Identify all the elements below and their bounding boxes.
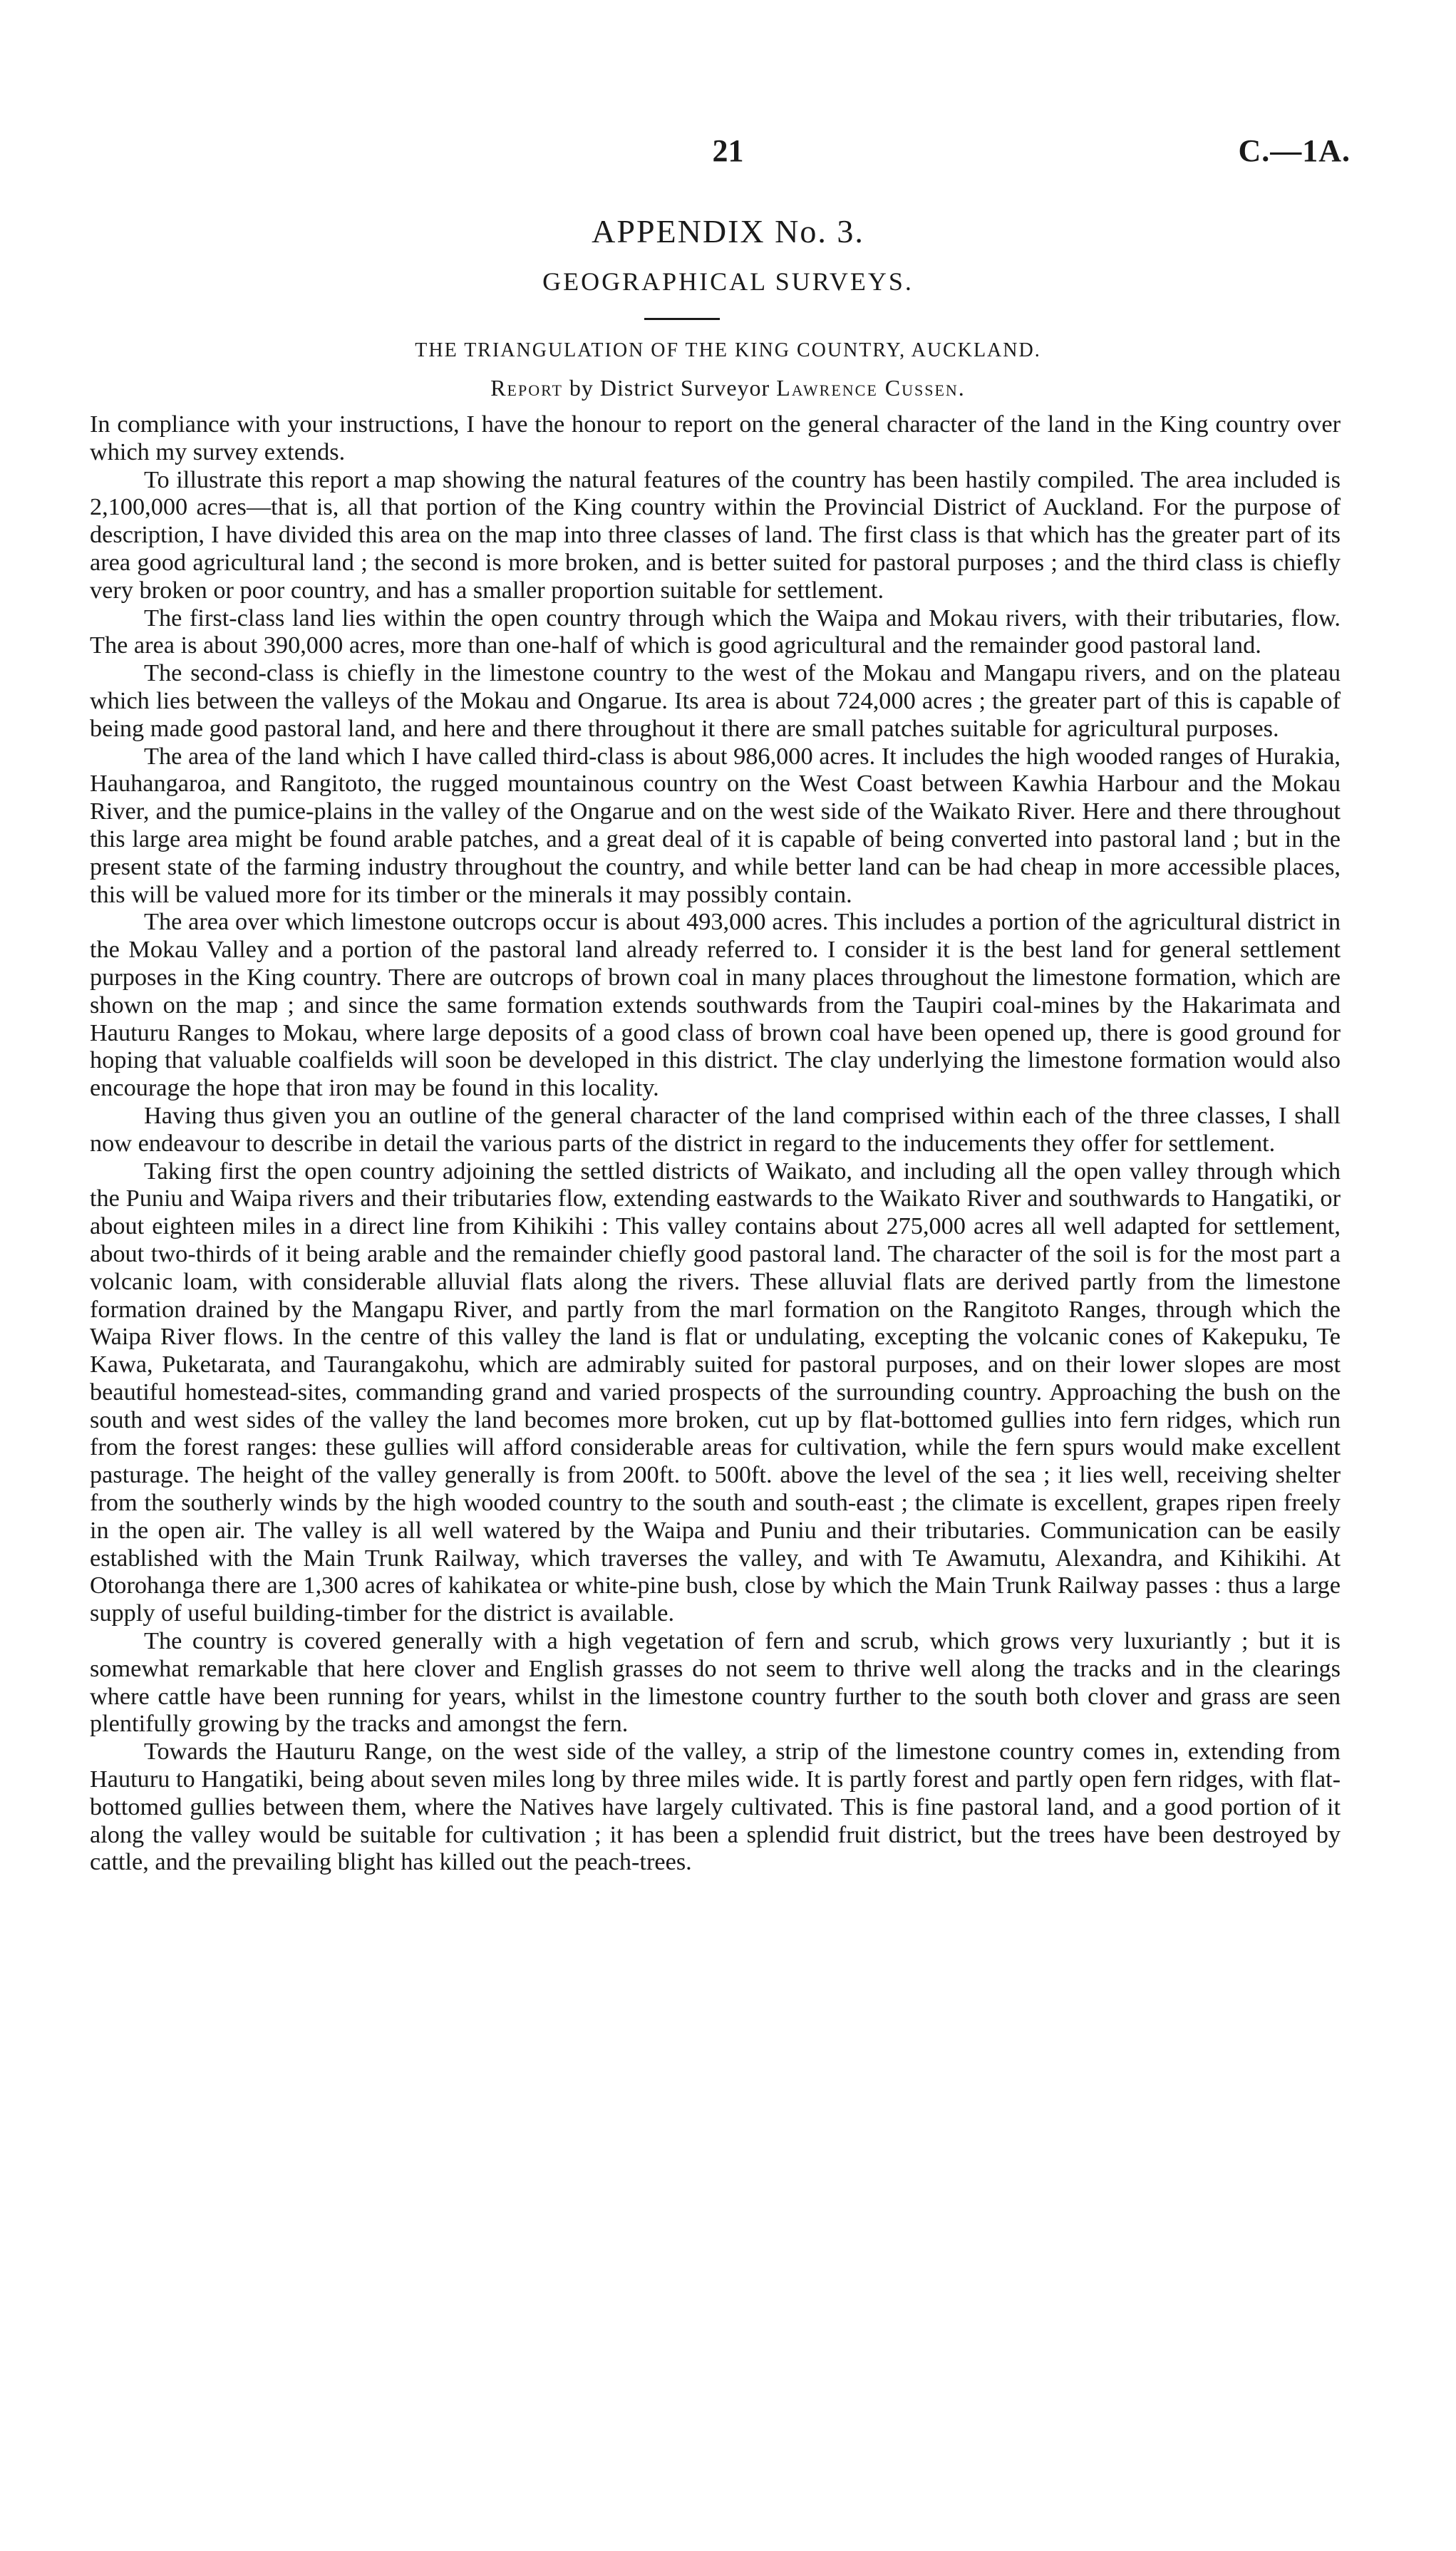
paragraph-2: To illustrate this report a map showing the natural features of the country has been hastily compiled. The area included is 2,100,000 acres—that is, all that portion of the King country within the Provincial District of Auckland. For the purpose of description, I have divided this area on the map into three classes of land. The first class is that which has the greater part of its area good agricultural land ; the second is more broken, and is better suited for pastoral purposes ; and the third class is chiefly very broken or poor country, and has a smaller proportion suitable for settlement. [90,465,1341,604]
report-byline [0,375,1456,401]
paragraph-5: The area of the land which I have called third-class is about 986,000 acres. It includes the high wooded ranges of Hurakia, Hauhangaroa, and Rangitoto, the rugged mountainous country on the West Coast between Kawhia Harbour and the Mokau River, and the pumice-plains in the valley of the Ongarue and on the west side of the Waikato River. Here and there throughout this large area might be found arable patches, and a great deal of it is capable of being converted into pastoral land ; but in the present state of the farming industry throughout the country, and while better land can be had cheap in more accessible places, this will be valued more for its timber or the minerals it may possibly contain. [90,742,1341,908]
section-title: GEOGRAPHICAL SURVEYS. [542,267,914,296]
paragraph-1: In compliance with your instructions, I have the honour to report on the general character of the land in the King country over which my survey extends. [90,411,1341,465]
report-subtitle: THE TRIANGULATION OF THE KING COUNTRY, AUCKLAND. [415,339,1041,361]
paragraph-6: The area over which limestone outcrops occur is about 493,000 acres. This includes a portion of the agricultural district in the Mokau Valley and a portion of the pastoral land already referred to. I consider it is the best land for general settlement purposes in the King country. There are outcrops of brown coal in many places throughout the limestone formation, which are shown on the map ; and since the same formation extends southwards from the Taupiri coal-mines by the Hakarimata and Hauturu Ranges to Mokau, where large deposits of a good class of brown coal have been opened up, there is good ground for hoping that valuable coalfields will soon be developed in this district. The clay underlying the limestone formation would also encourage the hope that iron may be found in this locality. [90,908,1341,1102]
paragraph-3: The first-class land lies within the open country through which the Waipa and Mokau rivers, with their tributaries, flow. The area is about 390,000 acres, more than one-half of which is good agricultural and the remainder good pastoral land. [90,604,1341,659]
paragraph-9: The country is covered generally with a high vegetation of fern and scrub, which grows very luxuriantly ; but it is somewhat remarkable that here clover and English grasses do not seem to thrive well along the tracks and in the clearings where cattle have been running for years, whilst in the limestone country further to the south both clover and grass are seen plentifully growing by the tracks and amongst the fern. [90,1627,1341,1738]
surveyor-name: Lawrence Cussen. [776,375,966,401]
paragraph-7: Having thus given you an outline of the general character of the land comprised within each of the three classes, I shall now endeavour to describe in detail the various parts of the district in regard to the inducements they offer for settlement. [90,1101,1341,1157]
page-number: 21 [712,133,744,168]
report-word: Report [490,375,563,401]
paragraph-4: The second-class is chiefly in the limestone country to the west of the Mokau and Mangapu rivers, and on the plateau which lies between the valleys of the Mokau and Ongarue. Its area is about 724,000 acres ; the greater part of this is capable of being made good pastoral land, and here and there throughout it there are small patches suitable for agricultural purposes. [90,659,1341,742]
report-by-text: by District Surveyor [562,375,777,401]
paragraph-8: Taking first the open country adjoining the settled districts of Waikato, and including all the open valley through which the Puniu and Waipa rivers and their tributaries flow, extending eastwards to the Waikato River and southwards to Hangatiki, or about eighteen miles in a direct line from Kihikihi : This valley contains about 275,000 acres all well adapted for settlement, about two-thirds of it being arable and the remainder chiefly good pastoral land. The character of the soil is for the most part a volcanic loam, with considerable alluvial flats along the rivers. These alluvial flats are derived partly from the limestone formation drained by the Mangapu River, and partly from the marl formation on the Rangitoto Ranges, through which the Waipa River flows. In the centre of this valley the land is flat or undulating, excepting the volcanic cones of Kakepuku, Te Kawa, Puketarata, and Taurangakohu, which are admirably suited for pastoral purposes, and on their lower slopes are most beautiful homestead-sites, commanding grand and varied prospects of the surrounding country. Approaching the bush on the south and west sides of the valley the land becomes more broken, cut up by flat-bottomed gullies into fern ridges, which run from the forest ranges: these gullies will afford considerable areas for cultivation, while the fern spurs would make excellent pasturage. The height of the valley generally is from 200ft. to 500ft. above the level of the sea ; it lies well, receiving shelter from the southerly winds by the high wooded country to the south and south-east ; the climate is excellent, grapes ripen freely in the open air. The valley is all well watered by the Waipa and Puniu and their tributaries. Communication can be easily established with the Main Trunk Railway, which traverses the valley, and with Te Awamutu, Alexandra, and Kihikihi. At Otorohanga there are 1,300 acres of kahikatea or white-pine bush, close by which the Main Trunk Railway passes : thus a large supply of useful building-timber for the district is available. [90,1157,1341,1627]
title-divider [644,318,720,320]
paragraph-10: Towards the Hauturu Range, on the west side of the valley, a strip of the limestone country comes in, extending from Hauturu to Hangatiki, being about seven miles long by three miles wide. It is partly forest and partly open fern ridges, with flat-bottomed gullies between them, where the Natives have largely cultivated. This is fine pastoral land, and a good portion of it along the valley would be suitable for cultivation ; it has been a splendid fruit district, but the trees have been destroyed by cattle, and the prevailing blight has killed out the peach-trees. [90,1738,1341,1876]
report-body [90,411,1341,1876]
appendix-title: APPENDIX No. 3. [592,213,864,249]
page-reference: C.—1A. [1238,133,1351,168]
